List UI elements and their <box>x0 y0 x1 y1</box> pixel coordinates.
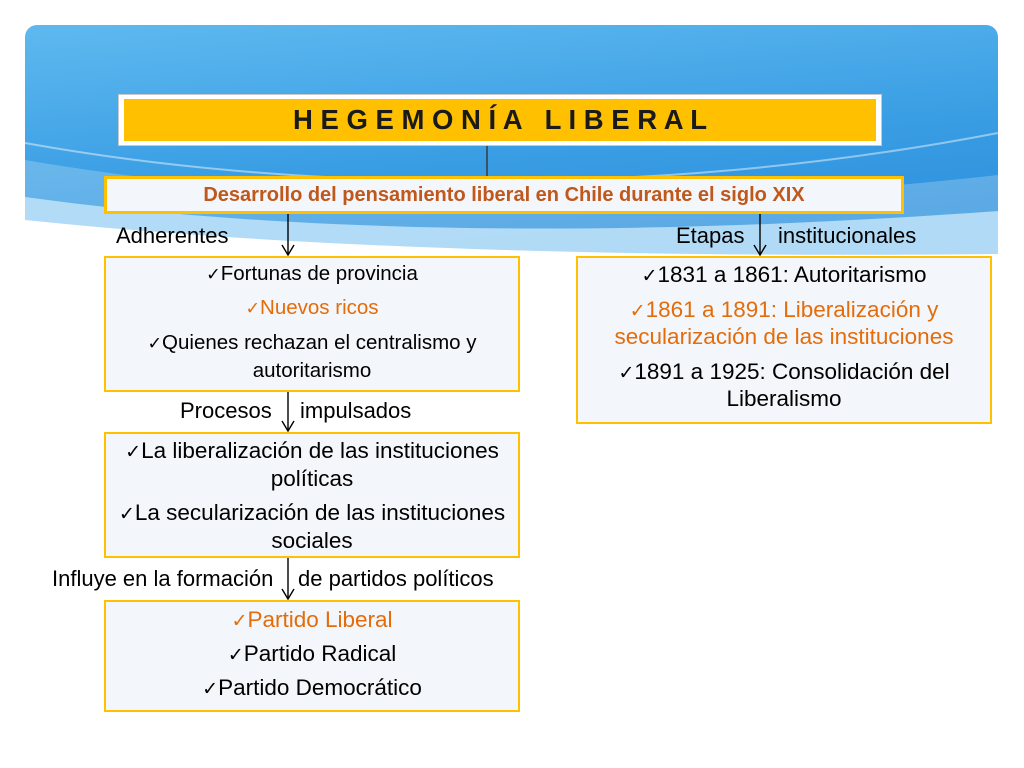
list-item <box>582 261 986 288</box>
list-item <box>582 358 986 412</box>
check-icon <box>245 299 260 319</box>
list-item-text: La secularización de las instituciones sociales <box>134 499 506 553</box>
partidos-box <box>104 600 520 712</box>
arrow-procesos-head <box>282 421 294 431</box>
list-item-text: 1891 a 1925: Consolidación del Liberalismo <box>634 359 950 411</box>
label-adherentes: Adherentes <box>116 223 229 248</box>
arrow-procesos <box>282 392 294 431</box>
check-icon <box>231 609 247 632</box>
list-item <box>110 640 514 668</box>
label-institucionales: institucionales <box>778 223 917 248</box>
procesos-box <box>104 432 520 558</box>
label-influye: Influye en la formación <box>52 566 274 591</box>
adherentes-box <box>104 256 520 392</box>
list-item <box>110 437 514 493</box>
check-icon <box>119 502 135 525</box>
check-icon <box>202 677 218 700</box>
list-item <box>110 260 514 288</box>
list-item <box>110 294 514 322</box>
title-frame <box>118 94 882 146</box>
list-item-text: Nuevos ricos <box>260 296 379 319</box>
list-item-text: Partido Radical <box>243 640 397 666</box>
list-item-text: Fortunas de provincia <box>220 261 418 285</box>
arrow-partidos <box>282 558 294 599</box>
title-box <box>124 99 876 141</box>
check-icon <box>642 264 658 287</box>
page-title: H E G E M O N Í A L I B E R A L <box>292 104 708 136</box>
check-icon <box>206 265 221 285</box>
etapas-box <box>576 256 992 424</box>
list-item-text: 1831 a 1861: Autoritarismo <box>657 262 927 287</box>
arrow-partidos-head <box>282 589 294 599</box>
list-item-text: Partido Liberal <box>247 606 393 632</box>
label-impulsados: impulsados <box>300 398 412 423</box>
list-item-text: 1861 a 1891: Liberalización y secularización de las instituciones <box>614 297 954 349</box>
label-procesos: Procesos <box>180 398 272 423</box>
label-etapas: Etapas <box>676 223 745 248</box>
list-item <box>110 499 514 555</box>
list-item <box>110 329 514 385</box>
list-item-text: La liberalización de las instituciones políticas <box>141 437 499 491</box>
list-item <box>110 674 514 702</box>
check-icon <box>125 440 141 463</box>
check-icon <box>630 299 646 322</box>
check-icon <box>147 334 162 354</box>
subtitle: Desarrollo del pensamiento liberal en Chile durante el siglo XIX <box>203 183 805 206</box>
list-item <box>582 296 986 350</box>
check-icon <box>228 643 244 666</box>
subtitle-box <box>104 176 904 214</box>
list-item-text: Quienes rechazan el centralismo y autoritarismo <box>162 330 477 382</box>
list-item-text: Partido Democrático <box>218 674 422 700</box>
label-partidos-politicos: de partidos políticos <box>298 566 494 591</box>
check-icon <box>618 361 634 384</box>
list-item <box>110 606 514 634</box>
